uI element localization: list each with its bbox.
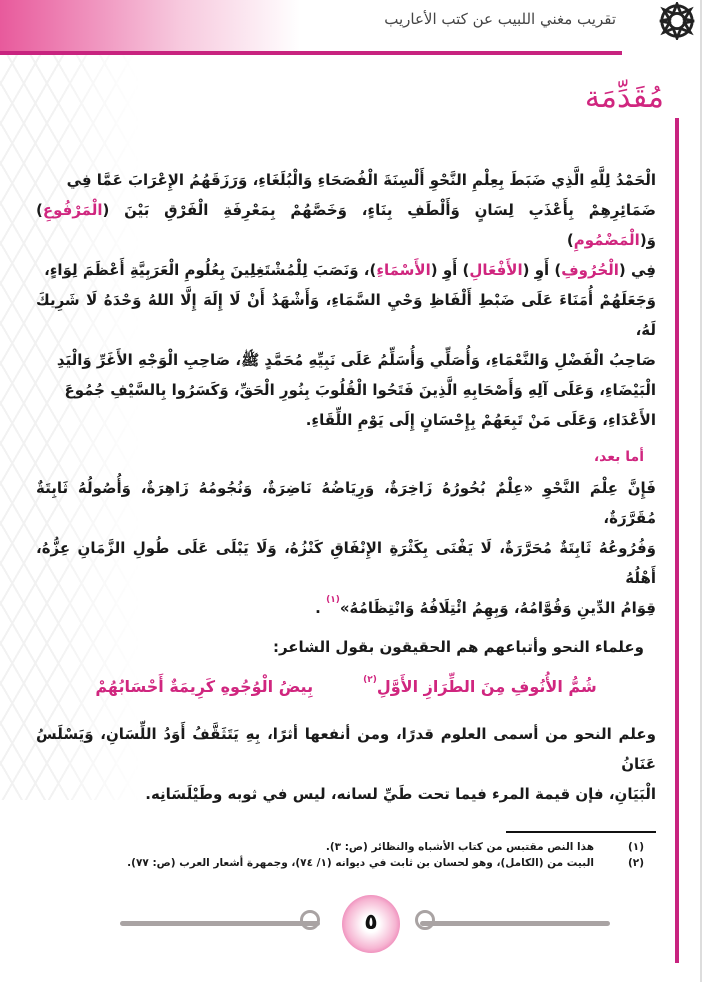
highlighted-term: الْحُرُوفِ (561, 261, 619, 279)
text-segment: )، وَنَصَبَ لِلْمُشْتَغِلِينَ بِعُلُومِ الْعَرَبِيَّةِ أَعْظَمَ لِوَاءٍ، (44, 261, 377, 279)
running-header-title: تقريب مغني اللبيب عن كتب الأعاريب (384, 10, 616, 28)
chapter-title: مُقَدِّمَة (584, 80, 664, 115)
rosette-icon (658, 2, 696, 40)
verse (36, 673, 656, 701)
footnote-separator (506, 831, 656, 833)
text-segment: ) (566, 231, 574, 249)
highlighted-term: الأَسْمَاءِ (376, 261, 431, 279)
text-line: فَإِنَّ عِلْمَ النَّحْوِ «عِلْمٌ بُحُورُهُ زَاخِرَةٌ، وَرِيَاضُهُ نَاضِرَةٌ، وَنُجُومُهُ زَاهِرَةٌ، وَأُصُولُهُ ثَابِتَةٌ مُقَرَّرَةٌ، (36, 479, 656, 527)
footnote-number: (٢) (627, 857, 644, 869)
text-line: وَفُرُوعُهُ ثَابِتَةٌ مُحَرَّرَةٌ، لَا يَفْنَى بِكَثْرَةِ الإِنْفَاقِ كَنْزُهُ، وَلَا يَبْلَى عَلَى طُولِ الزَّمَانِ عِزُّهُ، أَهْلُهُ (36, 539, 656, 587)
ornament-curl (300, 910, 320, 930)
highlighted-term: الأَفْعَالِ (469, 261, 523, 279)
text-line: صَاحِبُ الْفَضْلِ وَالنَّعْمَاءِ، وَأُصَلِّي وَأُسَلِّمُ عَلَى نَبِيِّهِ مُحَمَّدٍ ﷺ، صَاحِبِ الْوَجْهِ الأَغَرِّ وَالْيَدِ (56, 351, 656, 369)
text-segment: ) أَوِ ( (430, 261, 470, 279)
section-heading: أما بعد، (593, 449, 644, 465)
footnote-1 (36, 839, 656, 855)
text-segment: ضَمَائِرِهِمْ بِأَعْذَبِ لِسَانٍ وَأَلْطَفِ بِنَاءٍ، وَخَصَّهُمْ بِمَعْرِفَةِ الْفَرْقِ بَيْنَ ( (102, 201, 656, 219)
poet-intro: وعلماء النحو وأتباعهم هم الحقيقون بقول الشاعر: (272, 638, 644, 656)
footnote-ref[interactable]: (١) (326, 595, 340, 605)
page-footer (36, 881, 656, 961)
text-segment: قِوَامُ الدِّينِ وَقُوَّامُهُ، وَبِهِمُ ائْتِلَافُهُ وَانْتِظَامُهُ» (339, 599, 656, 617)
text-segment: ) وَ( (36, 201, 656, 249)
text-line: الْحَمْدُ لِلَّهِ الَّذِي ضَبَطَ بِعِلْمِ النَّحْوِ أَلْسِنَةَ الْفُصَحَاءِ وَالْبُلَغَاءِ، وَرَزَقَهُمُ الإِعْرَابَ عَمَّا فِي (66, 171, 656, 189)
text-line: الْبَيَانِ، فإن قيمة المرء فيما تحت طَيِّ لسانه، ليس في ثوبه وطَيْلَسَانِه. (145, 785, 656, 803)
highlighted-term: الْمَضْمُومِ (573, 231, 640, 249)
text-line: وَجَعَلَهُمْ أُمَنَاءَ عَلَى ضَبْطِ أَلْفَاظِ وَحْيِ السَّمَاءِ، وَأَشْهَدُ أَنْ لَا إِلَهَ إِلَّا اللهُ وَحْدَهُ لَا شَرِيكَ لَهُ، (36, 291, 656, 339)
paragraph-nahw-quote (36, 473, 656, 623)
text-line (36, 195, 656, 255)
text-line: الأَعْدَاءِ، وَعَلَى مَنْ تَبِعَهُمْ بِإِحْسَانٍ إِلَى يَوْمِ اللِّقَاءِ. (305, 411, 656, 429)
page-edge (700, 0, 702, 982)
margin-rule (675, 118, 679, 963)
footnote-ref[interactable]: (٢) (363, 675, 377, 685)
page-number: ٥ (342, 895, 400, 953)
footnote-text: هذا النص مقتبس من كتاب الأشباه والنظائر (ص: ٣). (325, 841, 594, 853)
ornament-curl (415, 910, 435, 930)
footnote-2 (36, 855, 656, 871)
text-segment: ) أَوِ ( (522, 261, 562, 279)
paragraph-closing (36, 719, 656, 809)
text-line (36, 255, 656, 285)
verse-left-hemistich: بِيضُ الْوُجُوهِ كَرِيمَةٌ أَحْسَابُهُمْ (95, 677, 314, 696)
highlighted-term: الْمَرْفُوعِ (42, 201, 103, 219)
text-line: الْبَيْضَاءِ، وَعَلَى آلِهِ وَأَصْحَابِهِ الَّذِينَ فَتَحُوا الْقُلُوبَ بِنُورِ الْحَقِّ، وَكَسَرُوا بِالسَّيْفِ جُمُوعَ (64, 381, 656, 399)
ornament-left (120, 921, 320, 926)
text-line: وعلم النحو من أسمى العلوم قدرًا، ومن أنفعها أثرًا، بِهِ يَتَثَقَّفُ أَوَدُ اللِّسَانِ، وَيَسْلَسُ عَنَانُ (36, 725, 656, 773)
footnote-number: (١) (627, 841, 644, 853)
page-content (36, 0, 656, 961)
ornament-right (420, 921, 610, 926)
text-line (36, 593, 656, 623)
footnote-text: البيت من (الكامل)، وهو لحسان بن ثابت في ديوانه (١/ ٧٤)، وجمهرة أشعار العرب (ص: ٧٧). (127, 857, 594, 869)
paragraph-opening (36, 165, 656, 435)
end-mark: . (315, 599, 321, 617)
hemistich-text: شُمُّ الأُنُوفِ مِنَ الطِّرَازِ الأَوَّلِ (376, 677, 597, 696)
verse-right-hemistich (363, 673, 597, 701)
text-segment: فِي ( (618, 261, 656, 279)
